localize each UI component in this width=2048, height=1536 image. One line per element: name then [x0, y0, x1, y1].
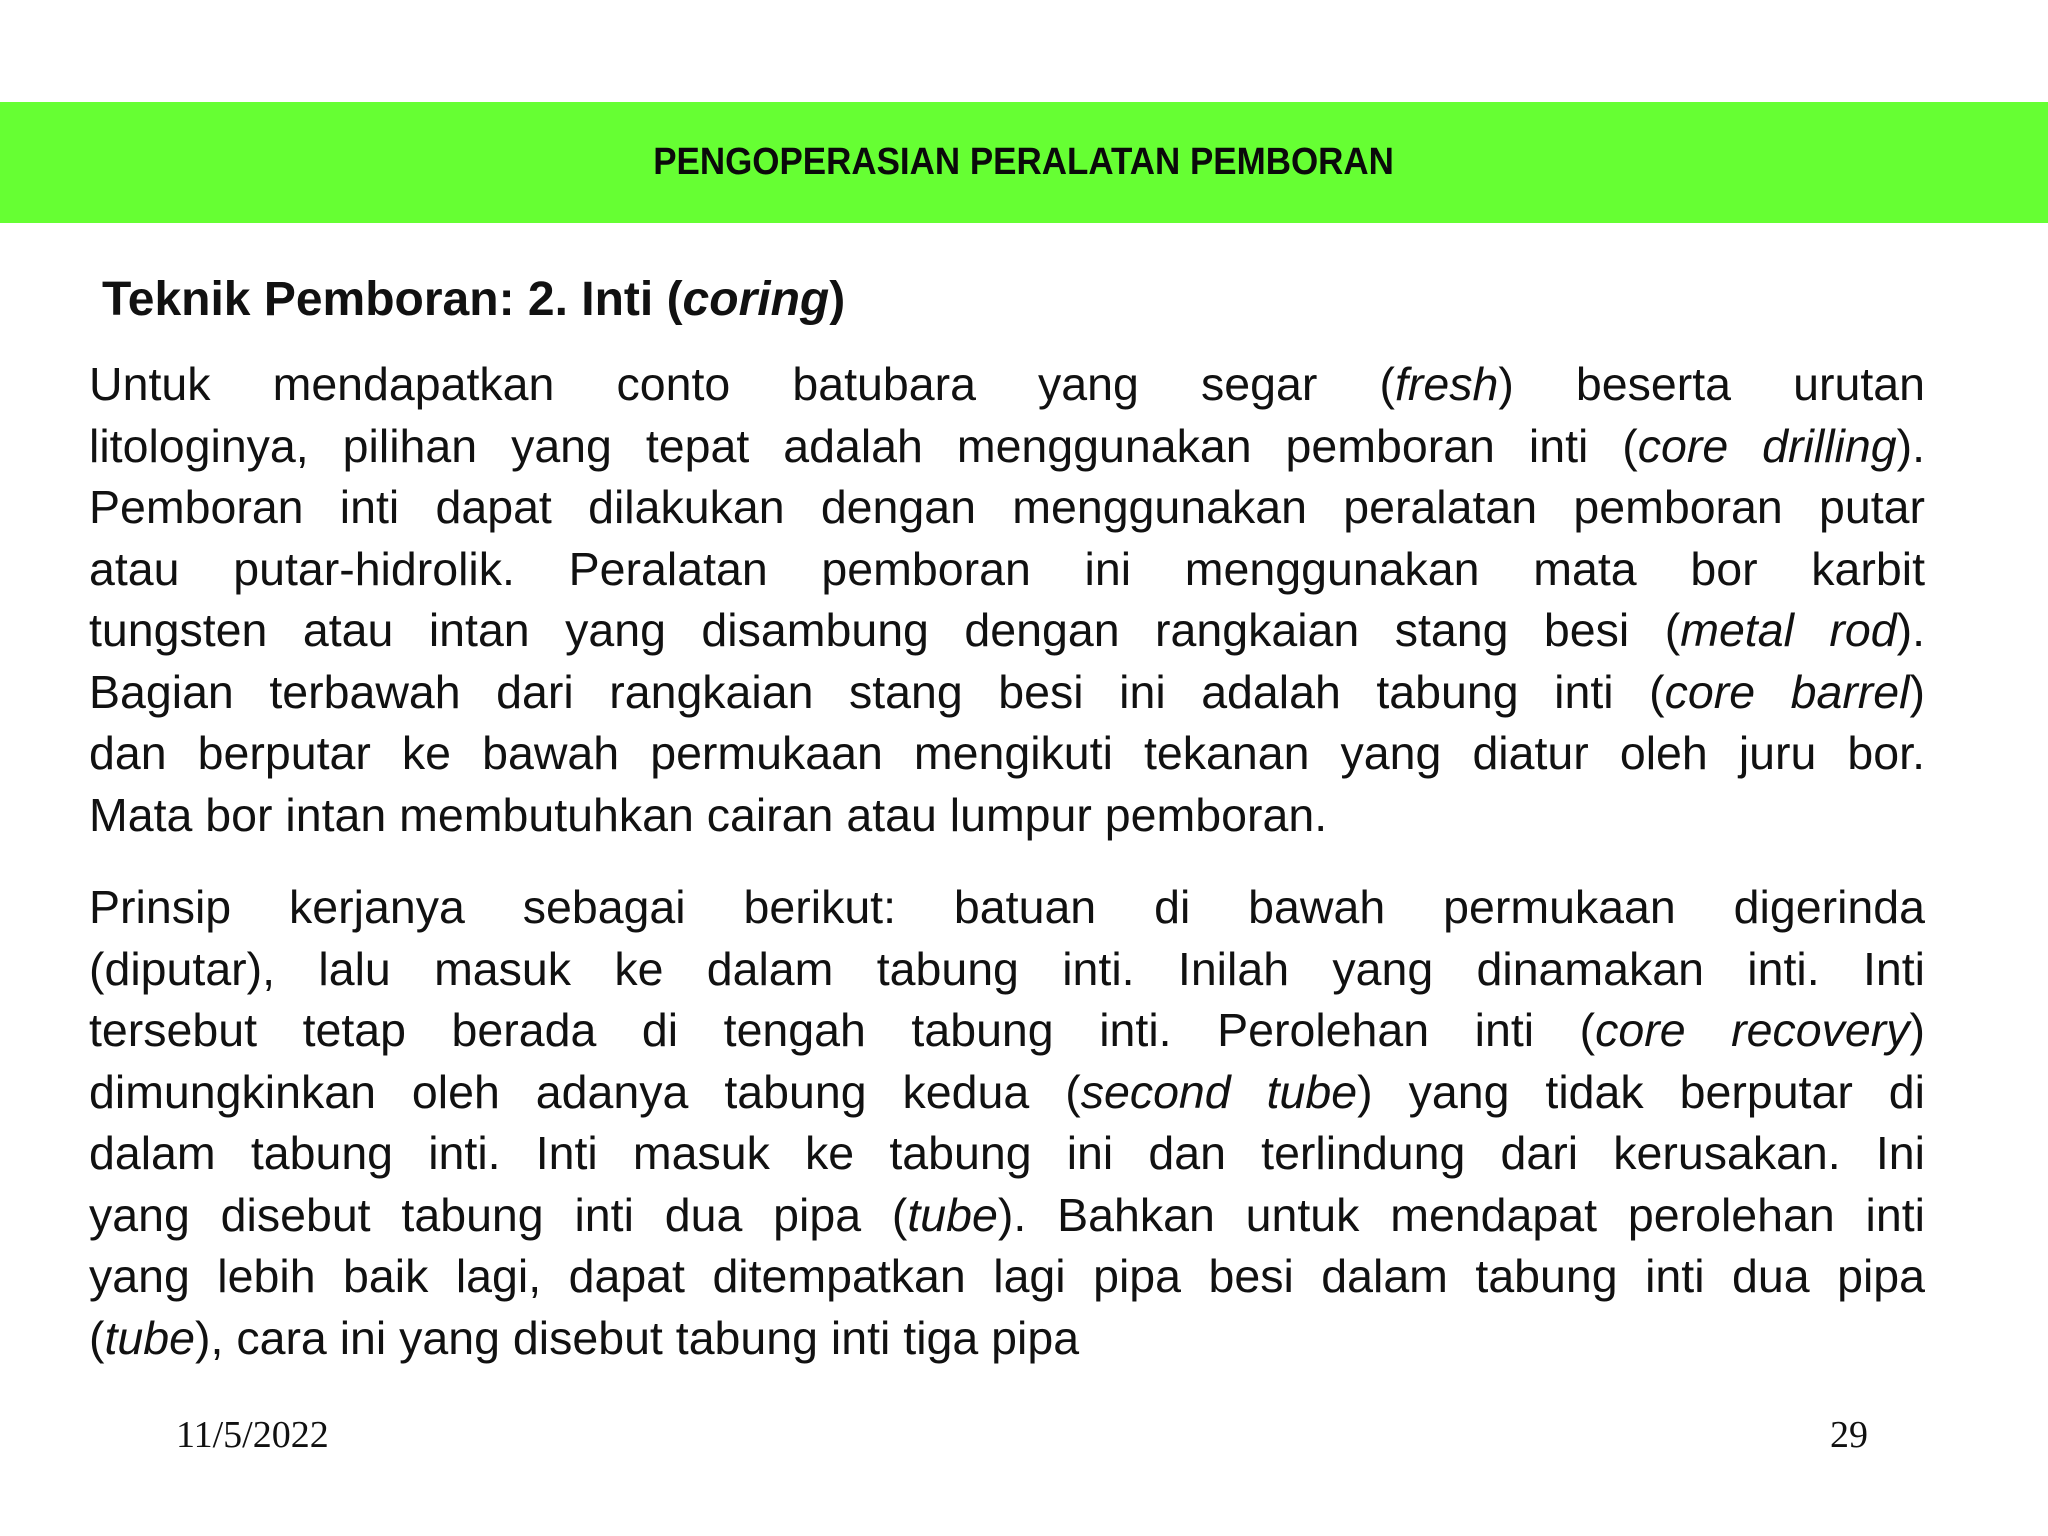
text-run: )	[1909, 1004, 1925, 1056]
italic-term: tube	[104, 1311, 196, 1364]
text-run: atau putar-hidrolik. Peralatan pemboran ini menggunakan mata bor karbit	[89, 542, 1925, 595]
paragraph-line	[89, 416, 1925, 478]
slide-date: 11/5/2022	[176, 1414, 329, 1456]
paragraph-line	[89, 1000, 1925, 1062]
text-run: dalam tabung inti. Inti masuk ke tabung ini dan terlindung dari kerusakan. Ini	[89, 1127, 1925, 1179]
slide-page-number: 29	[1830, 1414, 1868, 1456]
text-run: tersebut tetap berada di tengah tabung inti. Perolehan inti (	[89, 1004, 1596, 1056]
text-run: ). Bahkan untuk mendapat perolehan inti	[997, 1188, 1925, 1241]
text-run: ).	[1896, 604, 1925, 656]
text-run: Pemboran inti dapat dilakukan dengan menggunakan peralatan pemboran putar	[89, 481, 1925, 533]
heading-prefix: Teknik Pemboran: 2. Inti (	[102, 273, 683, 326]
italic-term: core drilling	[1637, 419, 1897, 472]
italic-term: tube	[907, 1188, 998, 1241]
paragraph-line	[89, 1185, 1925, 1247]
text-run: (diputar), lalu masuk ke dalam tabung inti. Inilah yang dinamakan inti. Inti	[89, 942, 1925, 995]
paragraph-line	[89, 477, 1925, 539]
text-run: yang lebih baik lagi, dapat ditempatkan lagi pipa besi dalam tabung inti dua pipa	[89, 1250, 1925, 1302]
paragraph-line	[89, 723, 1925, 785]
text-run: litologinya, pilihan yang tepat adalah menggunakan pemboran inti (	[89, 419, 1638, 472]
paragraph-line	[89, 939, 1925, 1001]
text-run: (	[89, 1311, 105, 1364]
text-run: Prinsip kerjanya sebagai berikut: batuan di bawah permukaan digerinda	[89, 881, 1925, 933]
text-run: Mata bor intan membutuhkan cairan atau lumpur pemboran.	[89, 788, 1328, 841]
section-heading	[102, 270, 845, 330]
italic-term: fresh	[1394, 358, 1499, 410]
paragraph-line	[89, 600, 1925, 662]
italic-term: metal rod	[1680, 604, 1897, 656]
title-banner	[0, 102, 2048, 223]
text-run: ), cara ini yang disebut tabung inti tiga pipa	[195, 1311, 1080, 1364]
paragraph-line	[89, 877, 1925, 939]
italic-term: core recovery	[1595, 1004, 1910, 1056]
text-run: dan berputar ke bawah permukaan mengikuti tekanan yang diatur oleh juru bor.	[89, 727, 1925, 779]
text-run: ) yang tidak berputar di	[1357, 1065, 1925, 1118]
paragraph-line	[89, 1062, 1925, 1124]
text-run: tungsten atau intan yang disambung dengan rangkaian stang besi (	[89, 604, 1681, 656]
italic-term: second tube	[1080, 1065, 1358, 1118]
italic-term: core barrel	[1664, 665, 1910, 718]
paragraph-line	[89, 1123, 1925, 1185]
text-run: Untuk mendapatkan conto batubara yang segar (	[89, 358, 1395, 410]
paragraph-1	[89, 354, 1925, 846]
banner-title: PENGOPERASIAN PERALATAN PEMBORAN	[653, 141, 1395, 183]
heading-italic-term: coring	[682, 273, 830, 326]
paragraph-line	[89, 1246, 1925, 1308]
text-run: yang disebut tabung inti dua pipa (	[89, 1188, 908, 1241]
paragraph-line	[89, 1308, 1925, 1370]
text-run: )	[1909, 665, 1925, 718]
text-run: dimungkinkan oleh adanya tabung kedua (	[89, 1065, 1081, 1118]
paragraph-line	[89, 539, 1925, 601]
paragraph-line	[89, 354, 1925, 416]
paragraph-2	[89, 877, 1925, 1369]
heading-suffix: )	[829, 273, 846, 326]
text-run: ).	[1896, 419, 1925, 472]
paragraph-line	[89, 785, 1925, 847]
paragraph-line	[89, 662, 1925, 724]
text-run: Bagian terbawah dari rangkaian stang besi ini adalah tabung inti (	[89, 665, 1665, 718]
text-run: ) beserta urutan	[1498, 358, 1925, 410]
